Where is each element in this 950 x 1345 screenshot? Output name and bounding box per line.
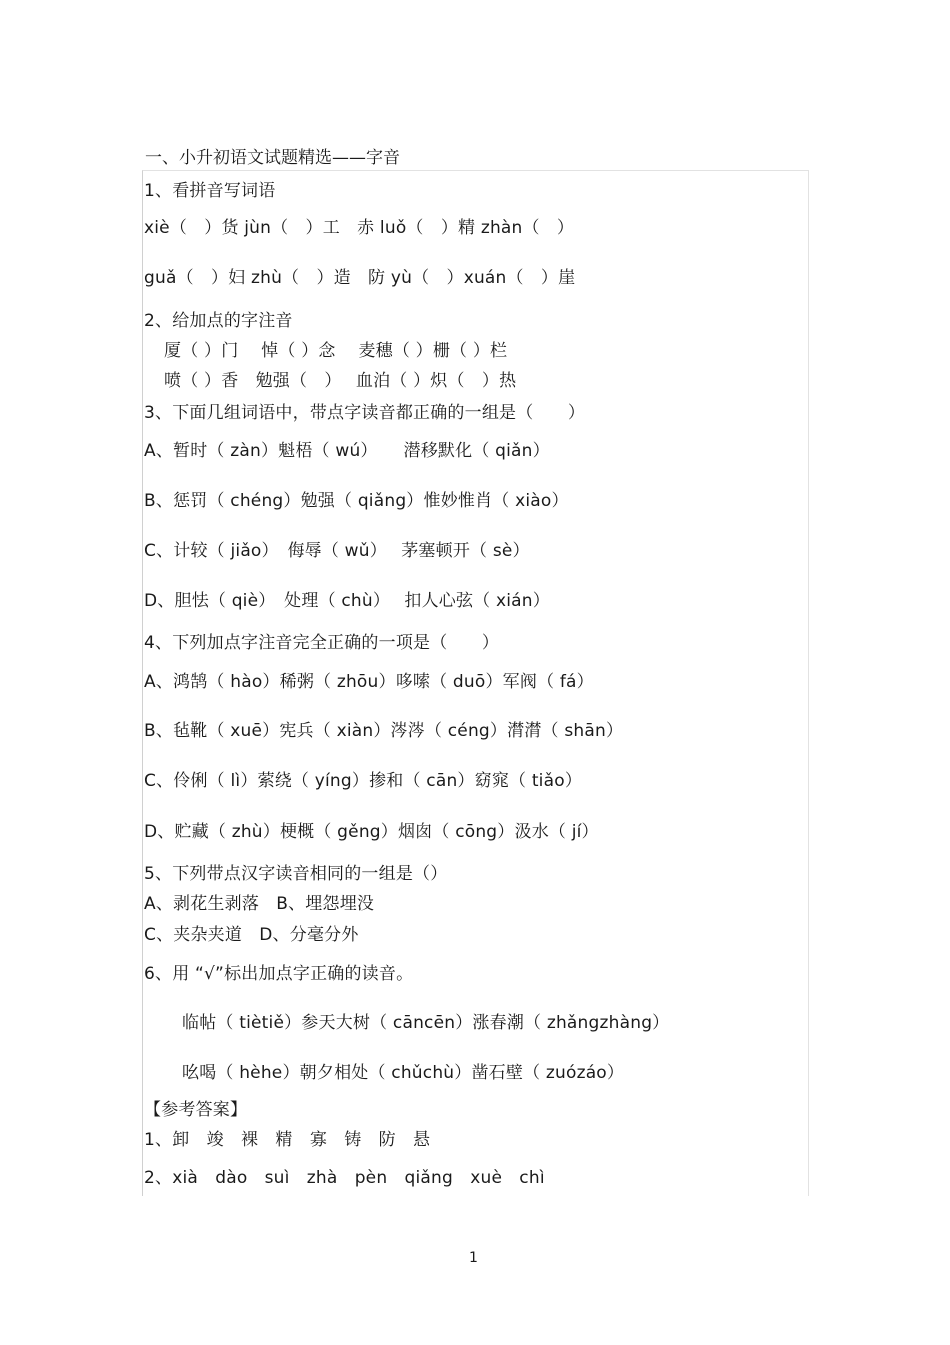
option-line: A、鸿鹄（ hào）稀粥（ zhōu）哆嗦（ duō）军阀（ fá） bbox=[144, 672, 594, 692]
question-line: 厦（ ）门 悼（ ）念 麦穗（ ）栅（ ）栏 bbox=[164, 341, 508, 361]
option-line: C、伶俐（ lì）萦绕（ yíng）掺和（ cān）窈窕（ tiǎo） bbox=[144, 771, 583, 791]
question-line: 吆喝（ hèhe）朝夕相处（ chǔchù）凿石壁（ zuózáo） bbox=[182, 1063, 625, 1083]
option-line: C、夹杂夹道 D、分毫分外 bbox=[144, 925, 359, 945]
question-heading: 6、用 “√”标出加点字正确的读音。 bbox=[144, 964, 414, 984]
option-line: B、毡靴（ xuē）宪兵（ xiàn）涔涔（ céng）潸潸（ shān） bbox=[144, 721, 624, 741]
question-heading: 3、下面几组词语中，带点字读音都正确的一组是（ ） bbox=[144, 403, 586, 423]
option-line: D、胆怯（ qiè） 处理（ chù） 扣人心弦（ xián） bbox=[144, 591, 550, 611]
question-line: 临帖（ tiètiě）参天大树（ cāncēn）涨春潮（ zhǎngzhàng） bbox=[182, 1013, 670, 1033]
answer-line: 1、卸 竣 裸 精 寡 铸 防 悬 bbox=[144, 1130, 431, 1150]
option-line: A、暂时（ zàn）魁梧（ wú） 潜移默化（ qiǎn） bbox=[144, 441, 550, 461]
option-line: D、贮藏（ zhù）梗概（ gěng）烟囱（ cōng）汲水（ jí） bbox=[144, 822, 599, 842]
question-line: xiè（ ）货 jùn（ ）工 赤 luǒ（ ）精 zhàn（ ） bbox=[144, 218, 575, 238]
page-title: 一、小升初语文试题精选——字音 bbox=[145, 148, 400, 168]
question-heading: 1、看拼音写词语 bbox=[144, 181, 276, 201]
question-line: guǎ（ ）妇 zhù（ ）造 防 yù（ ）xuán（ ）崖 bbox=[144, 268, 576, 288]
question-heading: 5、下列带点汉字读音相同的一组是（） bbox=[144, 864, 448, 884]
question-heading: 4、下列加点字注音完全正确的一项是（ ） bbox=[144, 633, 500, 653]
page-number: 1 bbox=[469, 1250, 478, 1266]
option-line: B、惩罚（ chéng）勉强（ qiǎng）惟妙惟肖（ xiào） bbox=[144, 491, 569, 511]
answer-line: 2、xià dào suì zhà pèn qiǎng xuè chì bbox=[144, 1168, 545, 1188]
question-line: 喷（ ）香 勉强（ ） 血泊（ ）炽（ ）热 bbox=[164, 371, 517, 391]
question-heading: 2、给加点的字注音 bbox=[144, 311, 293, 331]
option-line: C、计较（ jiǎo） 侮辱（ wǔ） 茅塞顿开（ sè） bbox=[144, 541, 530, 561]
answer-heading: 【参考答案】 bbox=[144, 1100, 248, 1120]
option-line: A、剥花生剥落 B、埋怨埋没 bbox=[144, 894, 375, 914]
